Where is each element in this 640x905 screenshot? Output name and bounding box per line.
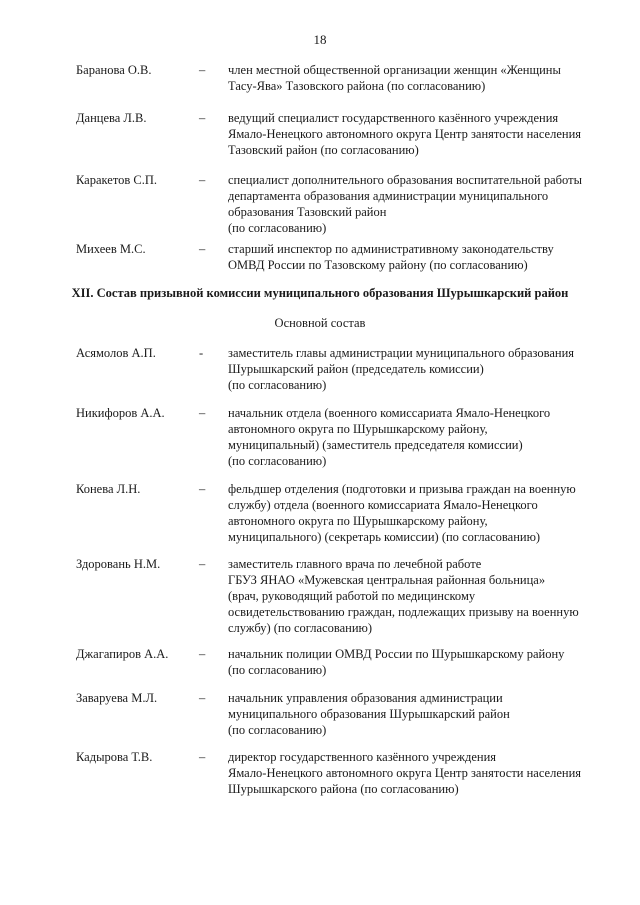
- member-position: [228, 481, 600, 545]
- section-heading: XII. Состав призывной комиссии муниципального образования Шурышкарский район: [71, 286, 569, 300]
- dash-separator: –: [199, 647, 206, 661]
- position-line: (по согласованию): [228, 663, 327, 677]
- position-line: ГБУЗ ЯНАО «Мужевская центральная районная больница»: [228, 573, 546, 587]
- member-name: Михеев М.С.: [76, 242, 146, 256]
- position-line: начальник управления образования администрации: [228, 691, 503, 705]
- position-line: (по согласованию): [228, 723, 327, 737]
- member-position: [228, 646, 600, 678]
- position-line: Тазовский район (по согласованию): [228, 143, 419, 157]
- position-line: ведущий специалист государственного казённого учреждения: [228, 111, 559, 125]
- position-line: Ямало-Ненецкого автономного округа Центр занятости населения: [228, 127, 582, 141]
- position-line: службу) (по согласованию): [228, 621, 373, 635]
- member-name: Данцева Л.В.: [76, 111, 147, 125]
- position-line: Тасу-Ява» Тазовского района (по согласованию): [228, 79, 486, 93]
- position-line: специалист дополнительного образования воспитательной работы: [228, 173, 582, 187]
- member-name: Асямолов А.П.: [76, 346, 156, 360]
- position-line: член местной общественной организации женщин «Женщины: [228, 63, 561, 77]
- position-line: заместитель главы администрации муниципального образования: [228, 346, 575, 360]
- member-position: [228, 241, 600, 273]
- member-name: Баранова О.В.: [76, 63, 152, 77]
- subheading: Основной состав: [274, 316, 366, 330]
- member-position: [228, 690, 600, 738]
- dash-separator: –: [199, 482, 206, 496]
- position-line: Ямало-Ненецкого автономного округа Центр занятости населения: [228, 766, 582, 780]
- position-line: (по согласованию): [228, 454, 327, 468]
- member-name: Джагапиров А.А.: [76, 647, 169, 661]
- member-position: [228, 749, 600, 797]
- dash-separator: –: [199, 63, 206, 77]
- position-line: начальник отдела (военного комиссариата Ямало-Ненецкого: [228, 406, 551, 420]
- position-line: (по согласованию): [228, 378, 327, 392]
- member-position: [228, 405, 600, 469]
- position-line: Шурышкарского района (по согласованию): [228, 782, 459, 796]
- member-name: Никифоров А.А.: [76, 406, 165, 420]
- dash-separator: –: [199, 691, 206, 705]
- member-position: [228, 556, 600, 636]
- position-line: службу) отдела (военного комиссариата Ямало-Ненецкого: [228, 498, 538, 512]
- position-line: освидетельствованию граждан, подлежащих призыву на военную: [228, 605, 579, 619]
- position-line: автономного округа по Шурышкарскому району,: [228, 514, 488, 528]
- position-line: (по согласованию): [228, 221, 327, 235]
- dash-separator: –: [199, 173, 206, 187]
- dash-separator: –: [199, 111, 206, 125]
- position-line: муниципального) (секретарь комиссии) (по согласованию): [228, 530, 541, 544]
- dash-separator: –: [199, 406, 206, 420]
- member-position: [228, 110, 600, 158]
- position-line: ОМВД России по Тазовскому району (по согласованию): [228, 258, 528, 272]
- position-line: образования Тазовский район: [228, 205, 387, 219]
- dash-separator: –: [199, 750, 206, 764]
- dash-separator: –: [199, 557, 206, 571]
- position-line: Шурышкарский район (председатель комиссии): [228, 362, 484, 376]
- dash-separator: -: [199, 346, 204, 360]
- member-position: [228, 62, 600, 94]
- member-position: [228, 345, 600, 393]
- position-line: заместитель главного врача по лечебной работе: [228, 557, 482, 571]
- member-name: Конева Л.Н.: [76, 482, 141, 496]
- position-line: старший инспектор по административному законодательству: [228, 242, 554, 256]
- page-number: 18: [313, 32, 327, 47]
- member-name: Каракетов С.П.: [76, 173, 158, 187]
- member-position: [228, 172, 600, 236]
- dash-separator: –: [199, 242, 206, 256]
- position-line: фельдшер отделения (подготовки и призыва граждан на военную: [228, 482, 576, 496]
- position-line: (врач, руководящий работой по медицинскому: [228, 589, 476, 603]
- position-line: муниципальный) (заместитель председателя комиссии): [228, 438, 523, 452]
- member-name: Кадырова Т.В.: [76, 750, 153, 764]
- position-line: автономного округа по Шурышкарскому району,: [228, 422, 488, 436]
- member-name: Здоровань Н.М.: [76, 557, 161, 571]
- position-line: директор государственного казённого учреждения: [228, 750, 497, 764]
- position-line: муниципального образования Шурышкарский район: [228, 707, 510, 721]
- position-line: начальник полиции ОМВД России по Шурышкарскому району: [228, 647, 565, 661]
- member-name: Заваруева М.Л.: [76, 691, 158, 705]
- position-line: департамента образования администрации муниципального: [228, 189, 549, 203]
